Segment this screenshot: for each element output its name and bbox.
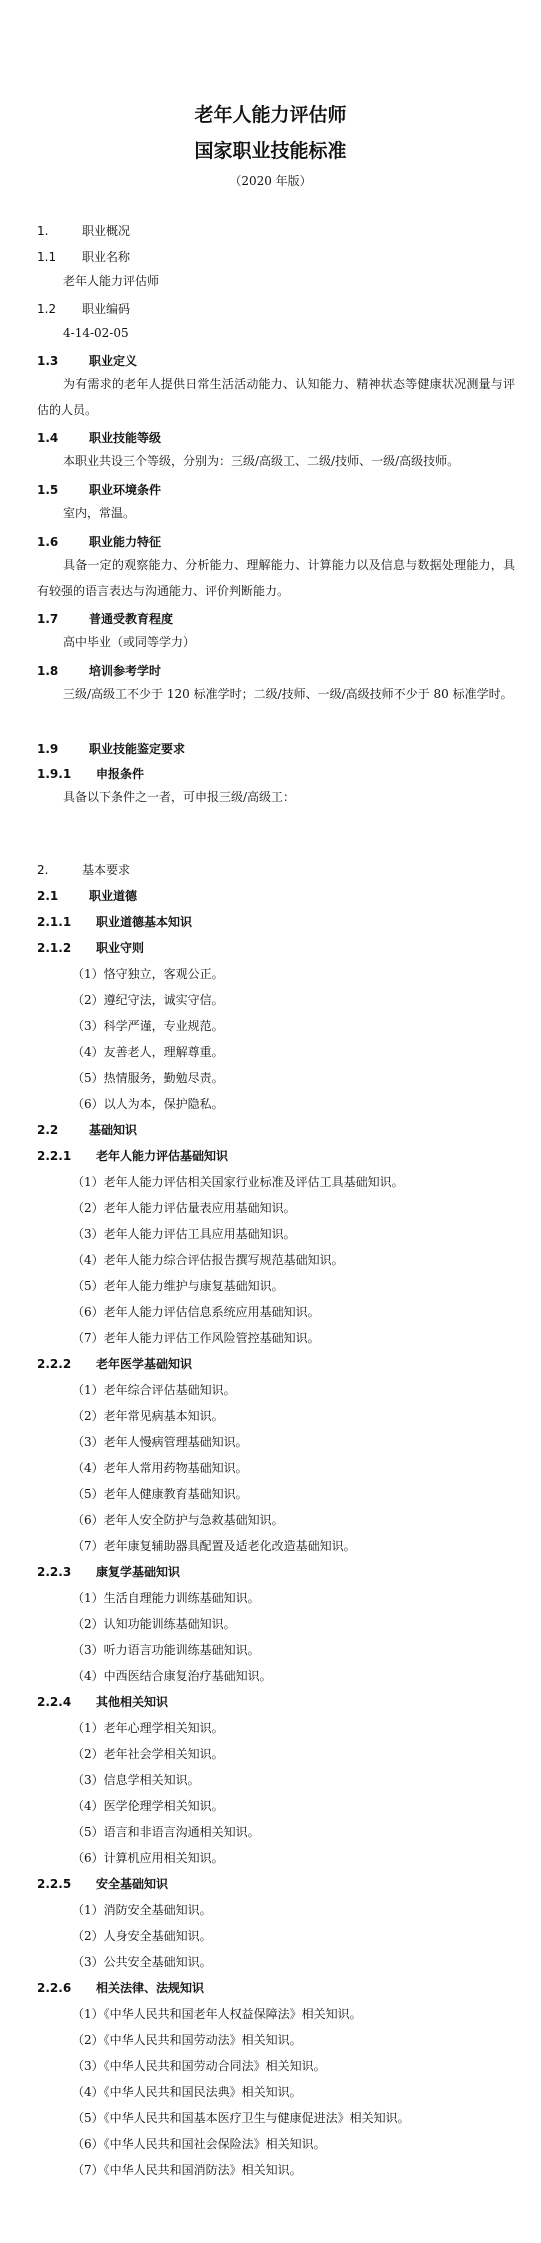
list-item: （5）《中华人民共和国基本医疗卫生与健康促进法》相关知识。 xyxy=(72,2111,410,2125)
section-heading: 1.3 职业定义 xyxy=(37,354,138,368)
section-text: 具备以下条件之一者，可申报三级/高级工： xyxy=(63,790,296,804)
section-heading: 1.2 职业编码 xyxy=(37,302,131,316)
section-heading: 2.2.5 安全基础知识 xyxy=(37,1877,169,1891)
section-heading: 1.9.1 申报条件 xyxy=(37,767,145,781)
section-text: 高中毕业（或同等学力） xyxy=(63,635,196,649)
list-item: （4）医学伦理学相关知识。 xyxy=(72,1799,224,1813)
list-item: （3）科学严谨，专业规范。 xyxy=(72,1019,224,1033)
list-item: （3）老年人能力评估工具应用基础知识。 xyxy=(72,1227,296,1241)
section-heading: 2.2.3 康复学基础知识 xyxy=(37,1565,181,1579)
list-item: （2）遵纪守法，诚实守信。 xyxy=(72,993,224,1007)
section-text: 4-14-02-05 xyxy=(63,326,129,340)
section-text: 室内，常温。 xyxy=(63,506,136,520)
section-heading: 2.2.2 老年医学基础知识 xyxy=(37,1357,193,1371)
list-item: （4）老年人能力综合评估报告撰写规范基础知识。 xyxy=(72,1253,344,1267)
section-heading: 2.2.6 相关法律、法规知识 xyxy=(37,1981,205,1995)
list-item: （6）以人为本，保护隐私。 xyxy=(72,1097,224,1111)
list-item: （5）语言和非语言沟通相关知识。 xyxy=(72,1825,260,1839)
section-heading: 1.9 职业技能鉴定要求 xyxy=(37,742,186,756)
list-item: （6）计算机应用相关知识。 xyxy=(72,1851,224,1865)
list-item: （3）信息学相关知识。 xyxy=(72,1773,200,1787)
list-item: （2）认知功能训练基础知识。 xyxy=(72,1617,236,1631)
edition-note: （2020 年版） xyxy=(229,174,312,188)
list-item: （3）听力语言功能训练基础知识。 xyxy=(72,1643,260,1657)
list-item: （2）人身安全基础知识。 xyxy=(72,1929,212,1943)
list-item: （6）老年人能力评估信息系统应用基础知识。 xyxy=(72,1305,320,1319)
list-item: （4）中西医结合康复治疗基础知识。 xyxy=(72,1669,272,1683)
list-item: （5）老年人健康教育基础知识。 xyxy=(72,1487,248,1501)
list-item: （1）老年综合评估基础知识。 xyxy=(72,1383,236,1397)
section-heading: 2.1.2 职业守则 xyxy=(37,941,145,955)
list-item: （4）老年人常用药物基础知识。 xyxy=(72,1461,248,1475)
section-heading: 1.7 普通受教育程度 xyxy=(37,612,174,626)
section-heading: 2. 基本要求 xyxy=(37,863,131,877)
section-heading: 1.6 职业能力特征 xyxy=(37,535,162,549)
list-item: （1）老年人能力评估相关国家行业标准及评估工具基础知识。 xyxy=(72,1175,404,1189)
section-text: 本职业共设三个等级，分别为：三级/高级工、二级/技师、一级/高级技师。 xyxy=(63,454,460,468)
list-item: （2）老年常见病基本知识。 xyxy=(72,1409,224,1423)
list-item: （1）生活自理能力训练基础知识。 xyxy=(72,1591,260,1605)
section-heading: 1. 职业概况 xyxy=(37,224,131,238)
section-heading: 2.2.1 老年人能力评估基础知识 xyxy=(37,1149,229,1163)
list-item: （1）消防安全基础知识。 xyxy=(72,1903,212,1917)
list-item: （2）老年人能力评估量表应用基础知识。 xyxy=(72,1201,296,1215)
list-item: （2）老年社会学相关知识。 xyxy=(72,1747,224,1761)
list-item: （3）《中华人民共和国劳动合同法》相关知识。 xyxy=(72,2059,326,2073)
list-item: （2）《中华人民共和国劳动法》相关知识。 xyxy=(72,2033,302,2047)
section-heading: 1.8 培训参考学时 xyxy=(37,664,162,678)
section-heading: 2.2 基础知识 xyxy=(37,1123,138,1137)
section-heading: 1.5 职业环境条件 xyxy=(37,483,162,497)
list-item: （3）公共安全基础知识。 xyxy=(72,1955,212,1969)
list-item: （1）《中华人民共和国老年人权益保障法》相关知识。 xyxy=(72,2007,362,2021)
list-item: （7）《中华人民共和国消防法》相关知识。 xyxy=(72,2163,302,2177)
list-item: （6）老年人安全防护与急救基础知识。 xyxy=(72,1513,284,1527)
section-heading: 2.1.1 职业道德基本知识 xyxy=(37,915,193,929)
list-item: （5）老年人能力维护与康复基础知识。 xyxy=(72,1279,284,1293)
list-item: （5）热情服务，勤勉尽责。 xyxy=(72,1071,224,1085)
section-heading: 1.4 职业技能等级 xyxy=(37,431,162,445)
document-title: 老年人能力评估师 xyxy=(194,104,347,126)
section-heading: 2.2.4 其他相关知识 xyxy=(37,1695,169,1709)
section-heading: 1.1 职业名称 xyxy=(37,250,131,264)
section-text: 为有需求的老年人提供日常生活活动能力、认知能力、精神状态等健康状况测量与评估的人员。 xyxy=(37,377,515,417)
list-item: （4）友善老人，理解尊重。 xyxy=(72,1045,224,1059)
document-subtitle: 国家职业技能标准 xyxy=(194,140,347,162)
list-item: （1）恪守独立，客观公正。 xyxy=(72,967,224,981)
list-item: （3）老年人慢病管理基础知识。 xyxy=(72,1435,248,1449)
section-text: 老年人能力评估师 xyxy=(63,274,160,288)
list-item: （7）老年康复辅助器具配置及适老化改造基础知识。 xyxy=(72,1539,356,1553)
list-item: （7）老年人能力评估工作风险管控基础知识。 xyxy=(72,1331,320,1345)
list-item: （4）《中华人民共和国民法典》相关知识。 xyxy=(72,2085,302,2099)
section-text: 具备一定的观察能力、分析能力、理解能力、计算能力以及信息与数据处理能力，具有较强的语言表达与沟通能力、评价判断能力。 xyxy=(37,558,515,598)
section-text: 三级/高级工不少于 120 标准学时；二级/技师、一级/高级技师不少于 80 标准学时。 xyxy=(63,687,513,701)
section-heading: 2.1 职业道德 xyxy=(37,889,138,903)
list-item: （6）《中华人民共和国社会保险法》相关知识。 xyxy=(72,2137,326,2151)
list-item: （1）老年心理学相关知识。 xyxy=(72,1721,224,1735)
